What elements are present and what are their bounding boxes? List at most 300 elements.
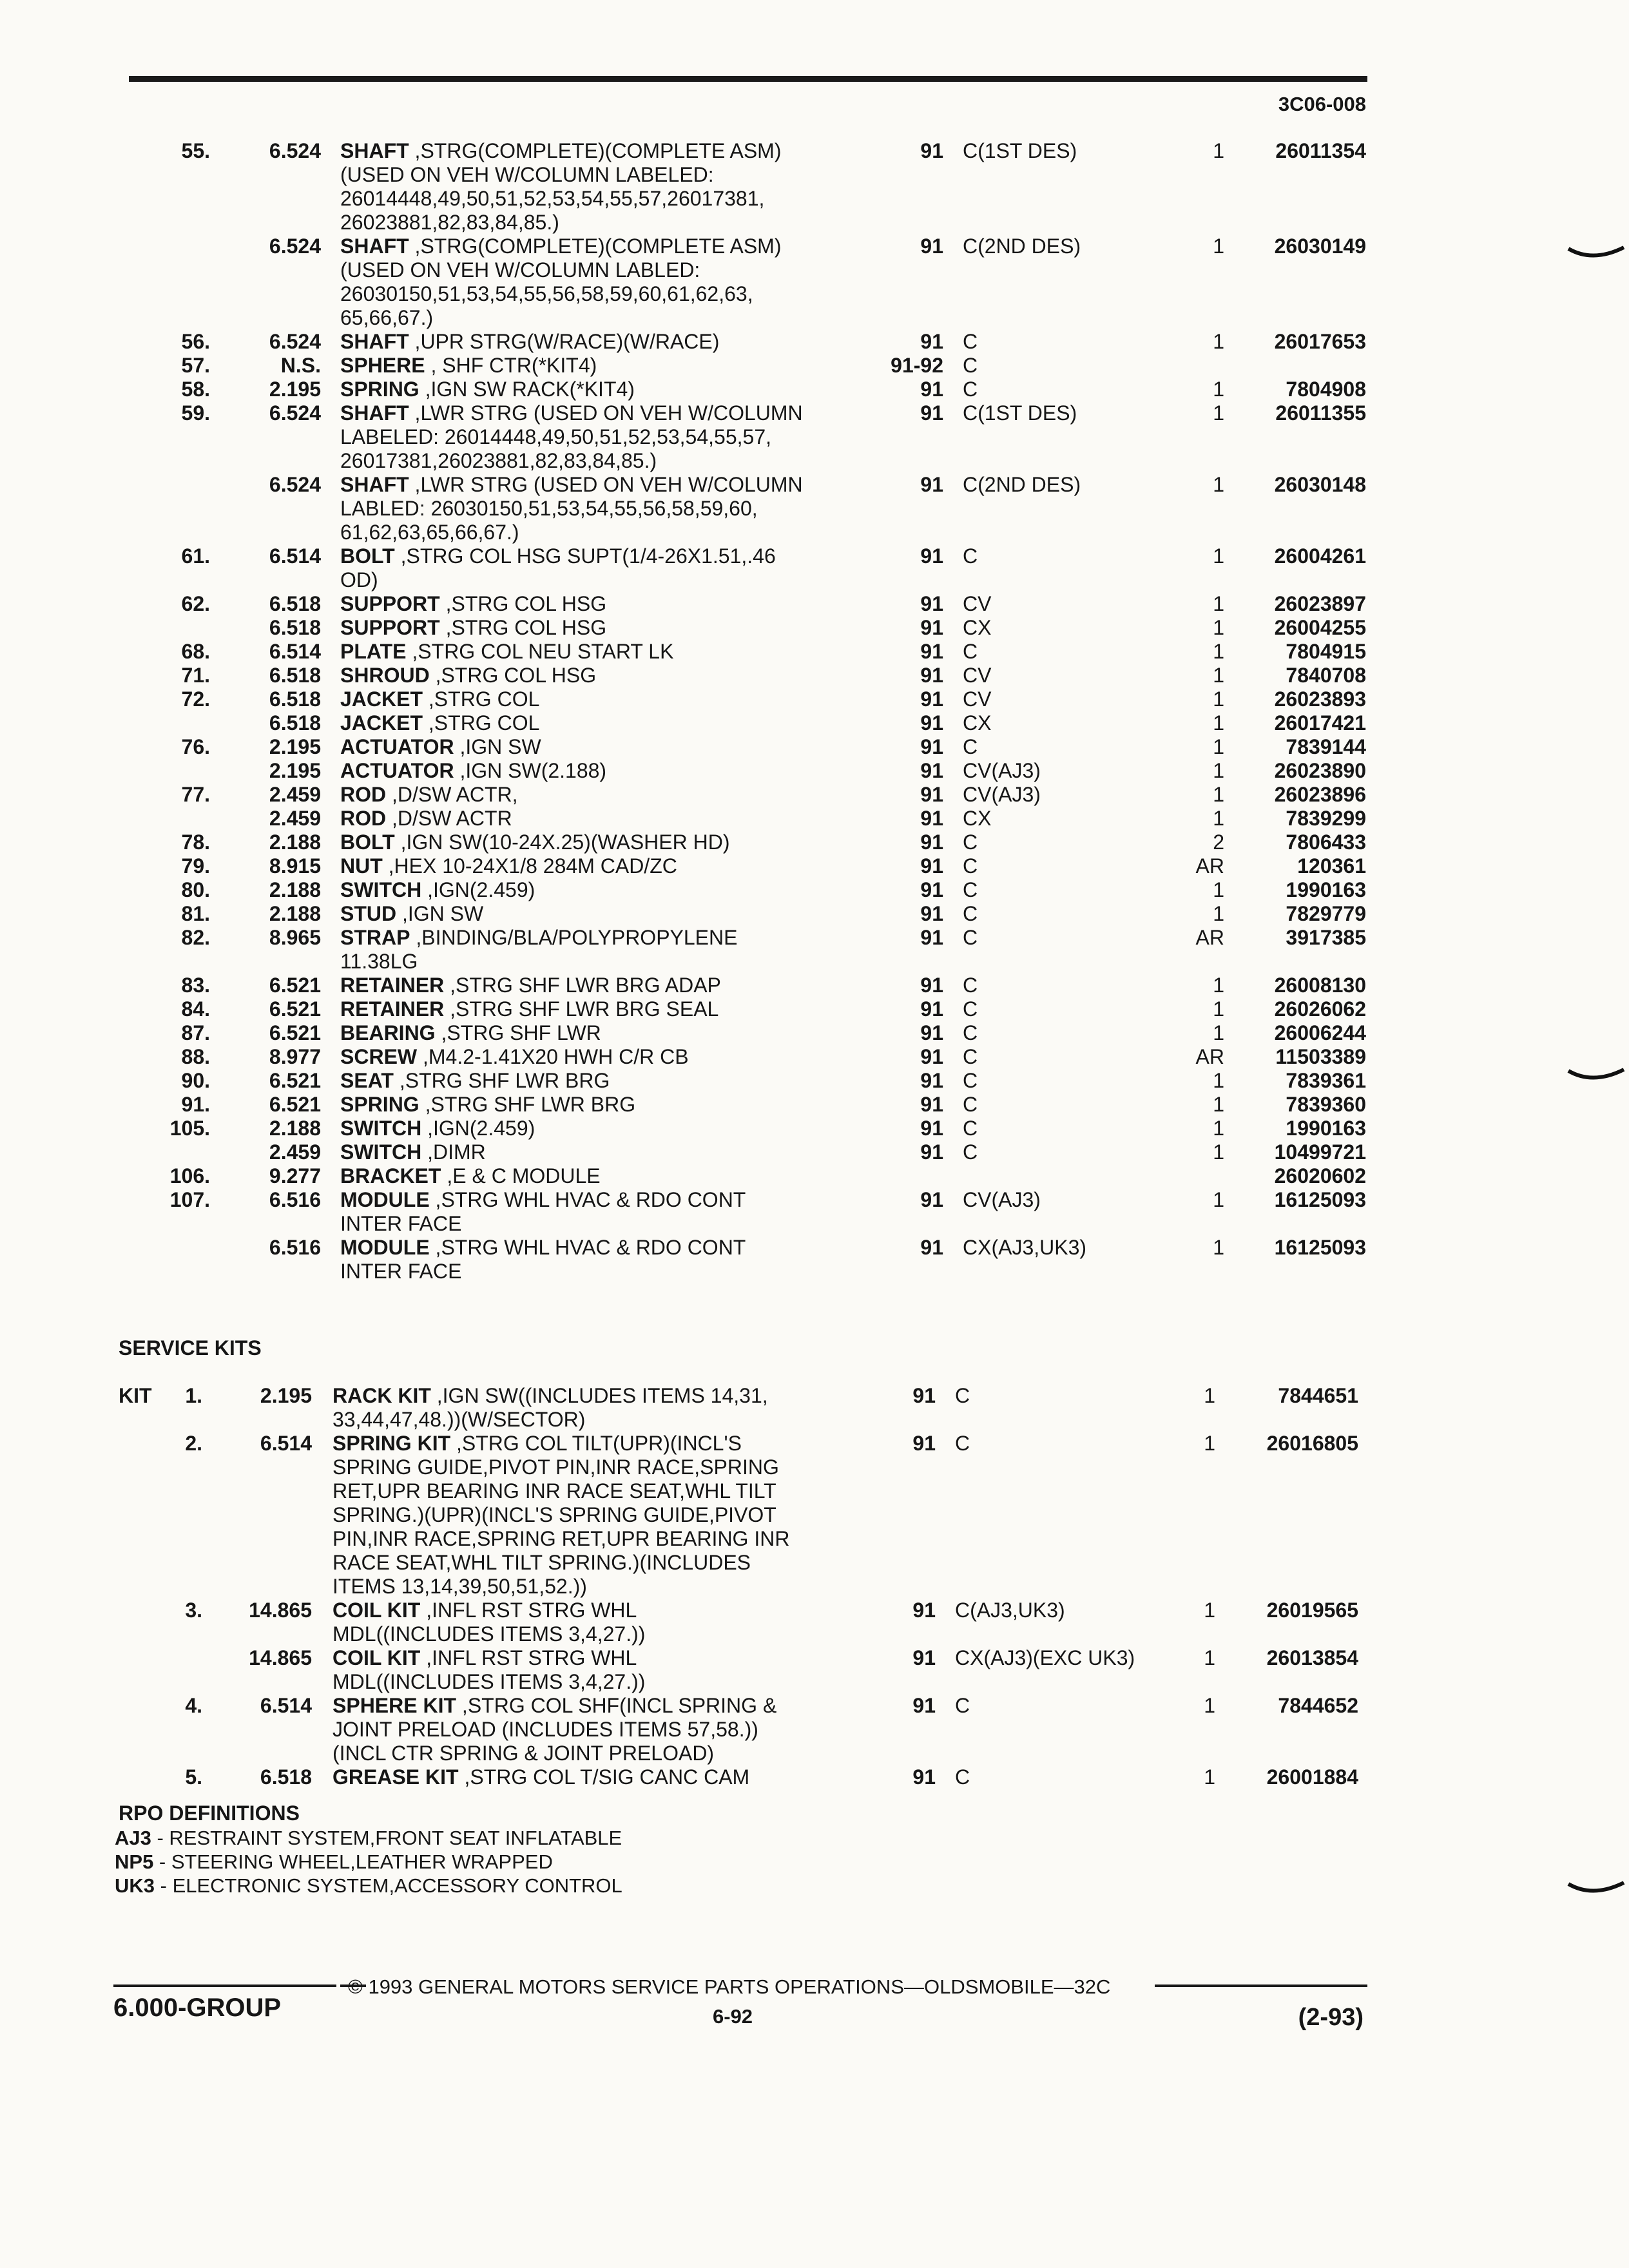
- entry-line: [0, 378, 1629, 405]
- quantity: 1: [1213, 1140, 1224, 1164]
- part-number: 26023893: [1274, 687, 1366, 711]
- model-year: 91: [912, 1432, 936, 1455]
- entry-line: [0, 1188, 1629, 1215]
- description: LABELED: 26014448,49,50,51,52,53,54,55,57,: [340, 425, 771, 448]
- quantity: AR: [1195, 854, 1224, 878]
- entry-line: [0, 854, 1629, 881]
- series: C: [963, 1140, 978, 1164]
- model-year: 91: [920, 401, 943, 425]
- part-name: RACK KIT: [333, 1384, 431, 1407]
- quantity: 1: [1213, 616, 1224, 639]
- part-name: SHAFT: [340, 235, 409, 258]
- entry-line: [0, 235, 1629, 262]
- description: RETAINER ,STRG SHF LWR BRG SEAL: [340, 997, 719, 1021]
- description: JOINT PRELOAD (INCLUDES ITEMS 57,58.)): [333, 1718, 758, 1741]
- description: OD): [340, 568, 378, 591]
- group-number: 6.518: [269, 711, 321, 735]
- footer-copyright: © 1993 GENERAL MOTORS SERVICE PARTS OPERATIONS—OLDSMOBILE—32C: [348, 1975, 1111, 1998]
- entry-line: [0, 568, 1629, 595]
- part-name: STRAP: [340, 926, 410, 949]
- entry-line: [0, 1408, 1629, 1435]
- part-name: BOLT: [340, 544, 395, 568]
- part-name: COIL KIT: [333, 1646, 421, 1669]
- item-number: 76.: [181, 735, 210, 758]
- series: C: [963, 544, 978, 568]
- entry-line: [0, 163, 1629, 190]
- description: ITEMS 13,14,39,50,51,52.)): [333, 1575, 587, 1598]
- series: CV(AJ3): [963, 759, 1041, 782]
- item-number: 88.: [181, 1045, 210, 1068]
- entry-line: [0, 1527, 1629, 1554]
- group-number: 6.514: [260, 1694, 312, 1717]
- quantity: 1: [1213, 735, 1224, 758]
- entry-line: [0, 401, 1629, 428]
- description: INTER FACE: [340, 1260, 462, 1283]
- series: C: [963, 831, 978, 854]
- entry-line: [0, 926, 1629, 953]
- description: SWITCH ,DIMR: [340, 1140, 486, 1164]
- binder-mark-1: [1567, 245, 1625, 264]
- group-number: 8.977: [269, 1045, 321, 1068]
- entry-line: [0, 425, 1629, 452]
- model-year: 91: [920, 687, 943, 711]
- part-name: RETAINER: [340, 974, 445, 997]
- series: C: [963, 330, 978, 353]
- model-year: 91: [920, 378, 943, 401]
- model-year: 91: [920, 592, 943, 615]
- description: 26030150,51,53,54,55,56,58,59,60,61,62,63,: [340, 282, 753, 305]
- series: C: [963, 974, 978, 997]
- entry-line: [0, 664, 1629, 691]
- part-number: 26030148: [1274, 473, 1366, 496]
- quantity: AR: [1195, 926, 1224, 949]
- entry-line: [0, 711, 1629, 738]
- part-name: SPRING: [340, 378, 419, 401]
- model-year: 91: [920, 1140, 943, 1164]
- description: MODULE ,STRG WHL HVAC & RDO CONT: [340, 1188, 746, 1211]
- part-number: 7840708: [1286, 664, 1366, 687]
- quantity: 1: [1204, 1765, 1215, 1789]
- page-code: 3C06-008: [1278, 93, 1366, 115]
- group-number: 6.521: [269, 974, 321, 997]
- part-name: RETAINER: [340, 997, 445, 1021]
- description: BOLT ,IGN SW(10-24X.25)(WASHER HD): [340, 831, 730, 854]
- part-number: 26004261: [1274, 544, 1366, 568]
- part-number: 7844651: [1278, 1384, 1358, 1407]
- series: C(2ND DES): [963, 235, 1081, 258]
- description: GREASE KIT ,STRG COL T/SIG CANC CAM: [333, 1765, 750, 1789]
- part-name: GREASE KIT: [333, 1765, 459, 1789]
- entry-line: [0, 1140, 1629, 1168]
- part-name: SWITCH: [340, 878, 422, 901]
- description: SHROUD ,STRG COL HSG: [340, 664, 597, 687]
- quantity: 1: [1213, 711, 1224, 735]
- model-year: 91: [920, 711, 943, 735]
- quantity: 1: [1204, 1384, 1215, 1407]
- group-number: 2.188: [269, 902, 321, 925]
- group-number: 2.459: [269, 783, 321, 806]
- group-number: 2.195: [260, 1384, 312, 1407]
- series: C: [963, 1021, 978, 1044]
- footer-rule-right: [1155, 1984, 1367, 1987]
- entry-line: [0, 330, 1629, 357]
- series: C(1ST DES): [963, 139, 1077, 162]
- part-name: SPHERE: [340, 354, 425, 377]
- group-number: 2.195: [269, 735, 321, 758]
- description: SHAFT ,UPR STRG(W/RACE)(W/RACE): [340, 330, 720, 353]
- part-number: 7806433: [1286, 831, 1366, 854]
- entry-line: [0, 616, 1629, 643]
- rpo-definition: [115, 1850, 553, 1874]
- quantity: 1: [1213, 1188, 1224, 1211]
- item-number: 82.: [181, 926, 210, 949]
- entry-line: [0, 807, 1629, 834]
- part-number: 26013854: [1266, 1646, 1358, 1669]
- part-name: ACTUATOR: [340, 759, 454, 782]
- part-name: SHAFT: [340, 330, 409, 353]
- part-number: 16125093: [1274, 1236, 1366, 1259]
- model-year: 91: [920, 1093, 943, 1116]
- group-number: 6.524: [269, 401, 321, 425]
- quantity: 1: [1213, 783, 1224, 806]
- series: C: [963, 1045, 978, 1068]
- quantity: 1: [1213, 1069, 1224, 1092]
- group-number: 2.459: [269, 1140, 321, 1164]
- group-number: 6.521: [269, 997, 321, 1021]
- item-number: 84.: [181, 997, 210, 1021]
- item-number: 107.: [169, 1188, 210, 1211]
- quantity: 1: [1204, 1599, 1215, 1622]
- series: CV: [963, 592, 992, 615]
- description: NUT ,HEX 10-24X1/8 284M CAD/ZC: [340, 854, 677, 878]
- entry-line: [0, 997, 1629, 1024]
- group-number: N.S.: [280, 354, 321, 377]
- part-number: 1990163: [1286, 878, 1366, 901]
- item-number: 106.: [169, 1164, 210, 1187]
- part-name: SWITCH: [340, 1140, 422, 1164]
- part-name: SUPPORT: [340, 592, 440, 615]
- model-year: 91: [920, 1021, 943, 1044]
- quantity: 1: [1213, 902, 1224, 925]
- series: CX(AJ3)(EXC UK3): [955, 1646, 1135, 1669]
- quantity: 1: [1213, 759, 1224, 782]
- group-number: 6.521: [269, 1021, 321, 1044]
- description: ACTUATOR ,IGN SW(2.188): [340, 759, 607, 782]
- model-year: 91: [912, 1599, 936, 1622]
- entry-line: [0, 1503, 1629, 1530]
- part-name: SWITCH: [340, 1117, 422, 1140]
- group-number: 6.516: [269, 1236, 321, 1259]
- group-number: 6.516: [269, 1188, 321, 1211]
- quantity: 1: [1213, 544, 1224, 568]
- series: C: [963, 354, 978, 377]
- description: PIN,INR RACE,SPRING RET,UPR BEARING INR: [333, 1527, 790, 1550]
- entry-line: [0, 640, 1629, 667]
- entry-line: [0, 1718, 1629, 1745]
- part-name: MODULE: [340, 1188, 430, 1211]
- description: (USED ON VEH W/COLUMN LABLED:: [340, 258, 700, 282]
- part-number: 26023890: [1274, 759, 1366, 782]
- part-number: 16125093: [1274, 1188, 1366, 1211]
- entry-line: [0, 1069, 1629, 1096]
- description: SPHERE , SHF CTR(*KIT4): [340, 354, 597, 377]
- description: SHAFT ,LWR STRG (USED ON VEH W/COLUMN: [340, 473, 803, 496]
- item-number: 91.: [181, 1093, 210, 1116]
- item-number: 61.: [181, 544, 210, 568]
- part-name: COIL KIT: [333, 1599, 421, 1622]
- group-number: 6.521: [269, 1069, 321, 1092]
- part-number: 26023896: [1274, 783, 1366, 806]
- group-number: 2.188: [269, 878, 321, 901]
- description: (USED ON VEH W/COLUMN LABELED:: [340, 163, 714, 186]
- series: C: [955, 1694, 970, 1717]
- description: ACTUATOR ,IGN SW: [340, 735, 541, 758]
- rpo-text: - STEERING WHEEL,LEATHER WRAPPED: [153, 1850, 553, 1873]
- series: C(2ND DES): [963, 473, 1081, 496]
- group-number: 2.195: [269, 759, 321, 782]
- group-number: 6.521: [269, 1093, 321, 1116]
- model-year: 91: [920, 783, 943, 806]
- description: MDL((INCLUDES ITEMS 3,4,27.)): [333, 1670, 646, 1693]
- description: SHAFT ,STRG(COMPLETE)(COMPLETE ASM): [340, 235, 782, 258]
- item-number: 72.: [181, 687, 210, 711]
- description: SEAT ,STRG SHF LWR BRG: [340, 1069, 610, 1092]
- entry-line: [0, 544, 1629, 572]
- entry-line: [0, 1045, 1629, 1072]
- group-number: 6.518: [269, 616, 321, 639]
- model-year: 91: [920, 878, 943, 901]
- quantity: 1: [1204, 1646, 1215, 1669]
- item-number: 105.: [169, 1117, 210, 1140]
- entry-line: [0, 878, 1629, 905]
- series: C: [963, 378, 978, 401]
- footer-group: 6.000-GROUP: [113, 1994, 282, 2022]
- model-year: 91: [920, 616, 943, 639]
- description: BRACKET ,E & C MODULE: [340, 1164, 601, 1187]
- quantity: 1: [1213, 1021, 1224, 1044]
- entry-line: [0, 1575, 1629, 1602]
- entry-line: [0, 211, 1629, 238]
- item-number: 3.: [185, 1599, 202, 1622]
- part-name: STUD: [340, 902, 397, 925]
- entry-line: [0, 1164, 1629, 1191]
- footer-date: (2-93): [1298, 2004, 1364, 2031]
- group-number: 6.514: [269, 640, 321, 663]
- description: LABLED: 26030150,51,53,54,55,56,58,59,60,: [340, 497, 758, 520]
- quantity: 1: [1213, 807, 1224, 830]
- entry-line: [0, 187, 1629, 214]
- entry-line: [0, 1670, 1629, 1697]
- group-number: 6.518: [269, 664, 321, 687]
- series: CX: [963, 711, 992, 735]
- series: C: [963, 997, 978, 1021]
- model-year: 91: [920, 854, 943, 878]
- group-number: 8.915: [269, 854, 321, 878]
- part-name: SHAFT: [340, 473, 409, 496]
- entry-line: [0, 783, 1629, 810]
- quantity: 1: [1213, 687, 1224, 711]
- entry-line: [0, 306, 1629, 333]
- footer-page-number: 6-92: [713, 2005, 753, 2028]
- description: 11.38LG: [340, 950, 418, 973]
- quantity: 1: [1213, 139, 1224, 162]
- quantity: 1: [1213, 664, 1224, 687]
- series: C: [963, 640, 978, 663]
- item-number: 79.: [181, 854, 210, 878]
- model-year: 91: [920, 1188, 943, 1211]
- part-number: 26011355: [1275, 401, 1366, 425]
- entry-line: [0, 139, 1629, 166]
- series: CX: [963, 807, 992, 830]
- entry-line: [0, 1432, 1629, 1459]
- entry-line: [0, 1384, 1629, 1411]
- item-number: 58.: [181, 378, 210, 401]
- part-number: 120361: [1297, 854, 1366, 878]
- part-number: 11503389: [1275, 1045, 1366, 1068]
- series: C: [963, 1093, 978, 1116]
- description: JACKET ,STRG COL: [340, 711, 540, 735]
- part-name: ROD: [340, 807, 387, 830]
- series: CV(AJ3): [963, 1188, 1041, 1211]
- part-number: 26026062: [1274, 997, 1366, 1021]
- quantity: 1: [1213, 878, 1224, 901]
- binder-mark-2: [1567, 1067, 1625, 1086]
- entry-line: [0, 449, 1629, 476]
- entry-line: [0, 282, 1629, 309]
- part-name: BRACKET: [340, 1164, 441, 1187]
- description: SWITCH ,IGN(2.459): [340, 878, 535, 901]
- item-number: 83.: [181, 974, 210, 997]
- description: SUPPORT ,STRG COL HSG: [340, 616, 607, 639]
- part-name: SEAT: [340, 1069, 394, 1092]
- part-name: SUPPORT: [340, 616, 440, 639]
- part-number: 7839361: [1286, 1069, 1366, 1092]
- quantity: 1: [1213, 592, 1224, 615]
- series: CX: [963, 616, 992, 639]
- quantity: 1: [1213, 401, 1224, 425]
- entry-line: [0, 473, 1629, 500]
- quantity: 1: [1213, 997, 1224, 1021]
- description: BEARING ,STRG SHF LWR: [340, 1021, 601, 1044]
- rpo-code: AJ3: [115, 1827, 151, 1849]
- part-number: 26016805: [1266, 1432, 1358, 1455]
- description: RACE SEAT,WHL TILT SPRING.)(INCLUDES: [333, 1551, 751, 1574]
- item-number: 1.: [185, 1384, 202, 1407]
- part-number: 7829779: [1286, 902, 1366, 925]
- part-name: SPRING: [340, 1093, 419, 1116]
- quantity: 1: [1204, 1694, 1215, 1717]
- model-year: 91: [912, 1765, 936, 1789]
- description: COIL KIT ,INFL RST STRG WHL: [333, 1599, 637, 1622]
- description: STRAP ,BINDING/BLA/POLYPROPYLENE: [340, 926, 738, 949]
- part-name: NUT: [340, 854, 383, 878]
- series: CV: [963, 687, 992, 711]
- model-year: 91: [912, 1384, 936, 1407]
- description: RACK KIT ,IGN SW((INCLUDES ITEMS 14,31,: [333, 1384, 768, 1407]
- description: MODULE ,STRG WHL HVAC & RDO CONT: [340, 1236, 746, 1259]
- description: ROD ,D/SW ACTR: [340, 807, 512, 830]
- quantity: AR: [1195, 1045, 1224, 1068]
- entry-line: [0, 1117, 1629, 1144]
- description: (INCL CTR SPRING & JOINT PRELOAD): [333, 1742, 715, 1765]
- description: SPRING ,STRG SHF LWR BRG: [340, 1093, 636, 1116]
- model-year: 91-92: [891, 354, 943, 377]
- group-number: 2.188: [269, 1117, 321, 1140]
- series: C: [963, 878, 978, 901]
- series: CV: [963, 664, 992, 687]
- model-year: 91: [920, 735, 943, 758]
- series: C(AJ3,UK3): [955, 1599, 1065, 1622]
- quantity: 1: [1213, 473, 1224, 496]
- entry-line: [0, 1456, 1629, 1483]
- footer-rule-left-long: [113, 1984, 336, 1987]
- description: 33,44,47,48.))(W/SECTOR): [333, 1408, 586, 1431]
- rpo-definition: [115, 1874, 622, 1898]
- part-number: 26017653: [1274, 330, 1366, 353]
- quantity: 1: [1213, 640, 1224, 663]
- description: PLATE ,STRG COL NEU START LK: [340, 640, 674, 663]
- kit-label: KIT: [119, 1384, 152, 1407]
- description: SPRING KIT ,STRG COL TILT(UPR)(INCL'S: [333, 1432, 742, 1455]
- description: BOLT ,STRG COL HSG SUPT(1/4-26X1.51,.46: [340, 544, 776, 568]
- rpo-text: - RESTRAINT SYSTEM,FRONT SEAT INFLATABLE: [151, 1827, 622, 1849]
- part-number: 3917385: [1286, 926, 1366, 949]
- model-year: 91: [920, 235, 943, 258]
- part-name: SHAFT: [340, 139, 409, 162]
- part-name: SPHERE KIT: [333, 1694, 457, 1717]
- rpo-text: - ELECTRONIC SYSTEM,ACCESSORY CONTROL: [155, 1874, 622, 1897]
- binder-mark-3: [1567, 1880, 1625, 1899]
- series: CV(AJ3): [963, 783, 1041, 806]
- item-number: 55.: [181, 139, 210, 162]
- model-year: 91: [912, 1646, 936, 1669]
- quantity: 2: [1213, 831, 1224, 854]
- model-year: 91: [920, 1045, 943, 1068]
- part-name: MODULE: [340, 1236, 430, 1259]
- series: C: [963, 735, 978, 758]
- item-number: 78.: [181, 831, 210, 854]
- model-year: 91: [920, 831, 943, 854]
- part-number: 26030149: [1274, 235, 1366, 258]
- series: C: [963, 926, 978, 949]
- group-number: 14.865: [249, 1646, 312, 1669]
- description: 26017381,26023881,82,83,84,85.): [340, 449, 657, 472]
- part-number: 26020602: [1274, 1164, 1366, 1187]
- model-year: 91: [920, 974, 943, 997]
- entry-line: [0, 1599, 1629, 1626]
- item-number: 62.: [181, 592, 210, 615]
- group-number: 6.524: [269, 330, 321, 353]
- quantity: 1: [1213, 1236, 1224, 1259]
- entry-line: [0, 592, 1629, 619]
- group-number: 9.277: [269, 1164, 321, 1187]
- entry-line: [0, 1479, 1629, 1506]
- entry-line: [0, 1622, 1629, 1649]
- group-number: 2.195: [269, 378, 321, 401]
- model-year: 91: [920, 640, 943, 663]
- series: C(1ST DES): [963, 401, 1077, 425]
- item-number: 68.: [181, 640, 210, 663]
- part-number: 10499721: [1274, 1140, 1366, 1164]
- quantity: 1: [1213, 235, 1224, 258]
- part-number: 7844652: [1278, 1694, 1358, 1717]
- group-number: 6.518: [269, 687, 321, 711]
- item-number: 77.: [181, 783, 210, 806]
- description: RET,UPR BEARING INR RACE SEAT,WHL TILT: [333, 1479, 776, 1503]
- quantity: 1: [1213, 330, 1224, 353]
- part-number: 26004255: [1274, 616, 1366, 639]
- series: C: [963, 1117, 978, 1140]
